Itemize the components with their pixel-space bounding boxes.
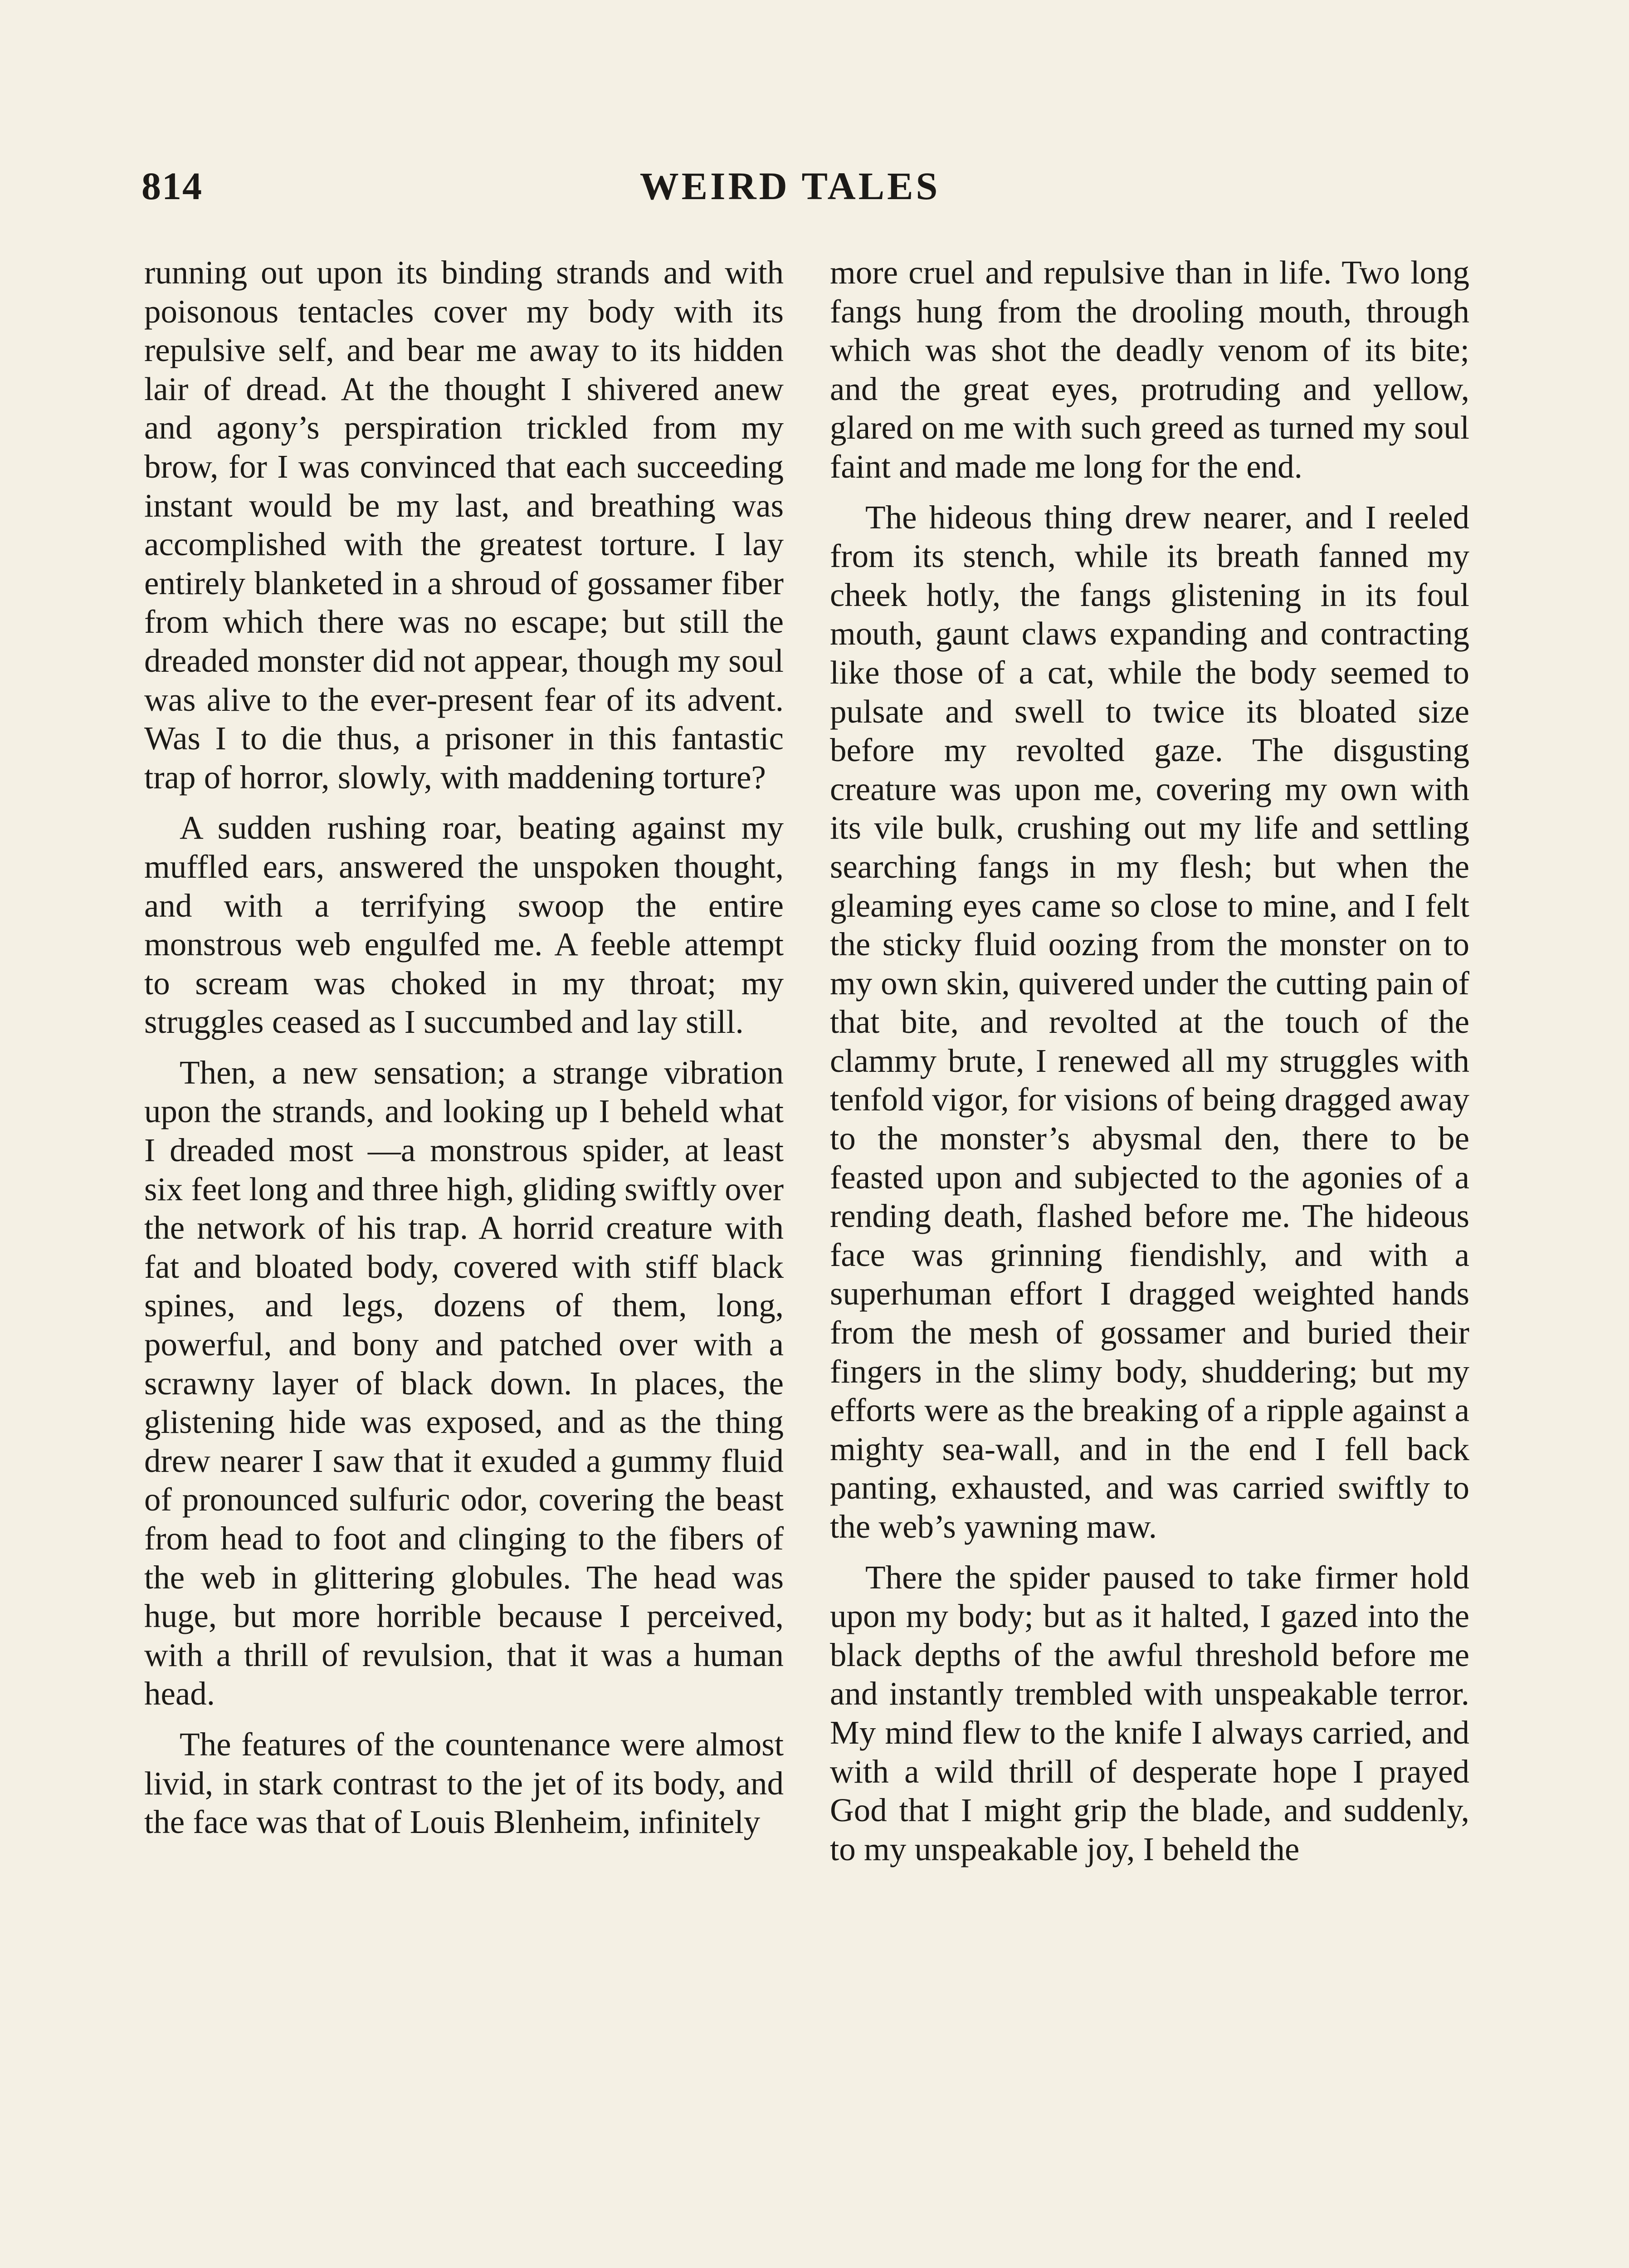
running-head: WEIRD TALES: [639, 164, 941, 208]
left-column: [144, 253, 784, 1842]
paragraph: The hideous thing drew nearer, and I reeled from its stench, while its breath fanned my cheek hotly, the fangs glistening in its foul mouth, gaunt claws expanding and contracting like those of a cat, while the body seemed to pulsate and swell to twice its bloated size before my revolted gaze. The disgusting creature was upon me, covering my own with its vile bulk, crushing out my life and settling searching fangs in my flesh; but when the gleaming eyes came so close to mine, and I felt the sticky fluid oozing from the monster on to my own skin, quivered under the cutting pain of that bite, and revolted at the touch of the clammy brute, I renewed all my struggles with tenfold vigor, for visions of being dragged away to the monster’s abysmal den, there to be feasted upon and subjected to the agonies of a rending death, flashed before me. The hideous face was grinning fiendishly, and with a superhuman effort I dragged weighted hands from the mesh of gossamer and buried their fingers in the slimy body, shuddering; but my efforts were as the breaking of a ripple against a mighty sea-wall, and in the end I fell back panting, exhausted, and was carried swiftly to the web’s yawning maw.: [830, 499, 1469, 1545]
page-header: [141, 163, 1439, 213]
paragraph: A sudden rushing roar, beating against my muffled ears, answered the unspoken thought, and with a terrifying swoop the entire monstrous web engulfed me. A feeble attempt to scream was choked in my throat; my struggles ceased as I succumbed and lay still.: [144, 809, 784, 1041]
paragraph: The features of the countenance were almost livid, in stark contrast to the jet of its body, and the face was that of Louis Blenheim, infinitely: [144, 1725, 784, 1841]
page-number: 814: [141, 164, 203, 208]
paragraph: more cruel and repulsive than in life. Two long fangs hung from the drooling mouth, through which was shot the deadly venom of its bite; and the great eyes, protruding and yellow, glared on me with such greed as turned my soul faint and made me long for the end.: [830, 254, 1469, 485]
paragraph: running out upon its binding strands and with poisonous tentacles cover my body with its repulsive self, and bear me away to its hidden lair of dread. At the thought I shivered anew and agony’s perspiration trickled from my brow, for I was convinced that each succeeding instant would be my last, and breathing was accomplished with the greatest torture. I lay entirely blanketed in a shroud of gossamer fiber from which there was no escape; but still the dreaded monster did not appear, though my soul was alive to the ever-present fear of its advent. Was I to die thus, a prisoner in this fantastic trap of horror, slowly, with maddening torture?: [144, 254, 784, 796]
paragraph: Then, a new sensation; a strange vibration upon the strands, and looking up I beheld what I dreaded most —a monstrous spider, at least six feet long and three high, gliding swiftly over the network of his trap. A horrid creature with fat and bloated body, covered with stiff black spines, and legs, dozens of them, long, powerful, and bony and patched over with a scrawny layer of black down. In places, the glistening hide was exposed, and as the thing drew nearer I saw that it exuded a gummy fluid of pronounced sulfuric odor, covering the beast from head to foot and clinging to the fibers of the web in glittering globules. The head was huge, but more horrible because I perceived, with a thrill of revulsion, that it was a human head.: [144, 1054, 784, 1712]
right-column: [830, 253, 1469, 1868]
paragraph: There the spider paused to take firmer hold upon my body; but as it halted, I gazed into the black depths of the awful threshold before me and instantly trembled with unspeakable terror. My mind flew to the knife I always carried, and with a wild thrill of desperate hope I prayed God that I might grip the blade, and suddenly, to my unspeakable joy, I beheld the: [830, 1559, 1469, 1867]
